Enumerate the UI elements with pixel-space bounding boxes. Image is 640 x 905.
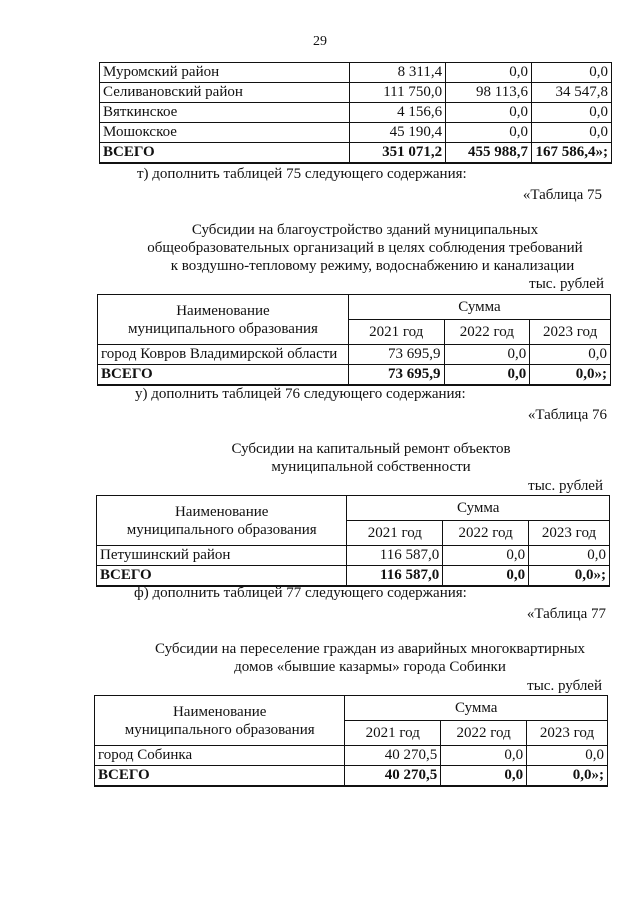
row-name: Мошокское (100, 123, 350, 143)
row-value: 0,0 (529, 546, 610, 566)
table-row (100, 63, 612, 83)
row-value: 0,0 (443, 546, 529, 566)
row-value: 0,0 (444, 345, 530, 365)
table-title-line: к воздушно-тепловому режиму, водоснабжению и канализации (170, 258, 575, 274)
table-row (98, 345, 611, 365)
row-value: 0,0 (446, 63, 532, 83)
header-year: 2021 год (347, 521, 443, 546)
continuation-table (99, 62, 612, 164)
instruction-text: т) дополнить таблицей 75 следующего содержания: (137, 166, 467, 182)
total-label: ВСЕГО (95, 766, 345, 787)
header-year: 2022 год (441, 721, 527, 746)
table-75 (97, 294, 611, 386)
total-row (95, 766, 608, 787)
table-row (97, 546, 610, 566)
total-value: 0,0»; (529, 566, 610, 587)
total-value: 455 988,7 (446, 143, 532, 164)
row-value: 98 113,6 (446, 83, 532, 103)
units-label: тыс. рублей (527, 678, 602, 694)
total-value: 0,0 (441, 766, 527, 787)
header-name-cell (97, 496, 347, 546)
total-value: 0,0 (443, 566, 529, 587)
header-sum: Сумма (348, 295, 610, 320)
header-year: 2023 год (530, 320, 611, 345)
header-name-cell (95, 696, 345, 746)
table-row (100, 103, 612, 123)
header-row (98, 295, 611, 320)
row-value: 4 156,6 (350, 103, 446, 123)
table-title-line: Субсидии на капитальный ремонт объектов (231, 441, 511, 457)
total-label: ВСЕГО (100, 143, 350, 164)
table-title-line: Субсидии на благоустройство зданий муниципальных (191, 222, 539, 238)
row-value: 0,0 (441, 746, 527, 766)
table-label: «Таблица 75 (522, 187, 602, 203)
header-year: 2022 год (443, 521, 529, 546)
row-value: 73 695,9 (348, 345, 444, 365)
header-year: 2022 год (444, 320, 530, 345)
table-label: «Таблица 77 (526, 606, 606, 622)
row-value: 40 270,5 (345, 746, 441, 766)
header-name-line: Наименование (174, 503, 269, 520)
row-value: 0,0 (527, 746, 608, 766)
total-row (98, 365, 611, 386)
table-row (100, 83, 612, 103)
header-year: 2023 год (527, 721, 608, 746)
table-title-line: домов «бывшие казармы» города Собинки (234, 659, 506, 675)
table-row (100, 123, 612, 143)
row-value: 0,0 (446, 123, 532, 143)
row-value: 116 587,0 (347, 546, 443, 566)
instruction-text: ф) дополнить таблицей 77 следующего содержания: (134, 585, 467, 601)
header-name-line: муниципального образования (126, 521, 317, 538)
row-value: 0,0 (446, 103, 532, 123)
header-year: 2023 год (529, 521, 610, 546)
table-label: «Таблица 76 (527, 407, 607, 423)
row-name: Муромский район (100, 63, 350, 83)
total-value: 351 071,2 (350, 143, 446, 164)
total-value: 40 270,5 (345, 766, 441, 787)
row-name: Вяткинское (100, 103, 350, 123)
table-title-line: муниципальной собственности (271, 459, 471, 475)
row-name: Петушинский район (97, 546, 347, 566)
row-name: город Ковров Владимирской области (98, 345, 349, 365)
total-value: 0,0 (444, 365, 530, 386)
row-name: город Собинка (95, 746, 345, 766)
header-name-cell (98, 295, 349, 345)
header-sum: Сумма (347, 496, 610, 521)
row-value: 8 311,4 (350, 63, 446, 83)
total-row (100, 143, 612, 164)
header-name-line: Наименование (172, 703, 267, 720)
header-row (97, 496, 610, 521)
header-name-line: муниципального образования (127, 320, 318, 337)
row-value: 45 190,4 (350, 123, 446, 143)
total-value: 116 587,0 (347, 566, 443, 587)
table-title-line: Субсидии на переселение граждан из аварийных многоквартирных (154, 641, 586, 657)
row-value: 0,0 (530, 345, 611, 365)
row-value: 111 750,0 (350, 83, 446, 103)
header-name-line: Наименование (176, 302, 270, 319)
row-value: 34 547,8 (531, 83, 611, 103)
total-value: 0,0»; (530, 365, 611, 386)
header-sum: Сумма (345, 696, 608, 721)
total-row (97, 566, 610, 587)
header-year: 2021 год (345, 721, 441, 746)
table-77 (94, 695, 608, 787)
page-number: 29 (313, 34, 327, 49)
total-label: ВСЕГО (98, 365, 349, 386)
row-value: 0,0 (531, 103, 611, 123)
units-label: тыс. рублей (529, 276, 604, 292)
table-title-line: общеобразовательных организаций в целях соблюдения требований (147, 240, 583, 256)
total-value: 0,0»; (527, 766, 608, 787)
row-value: 0,0 (531, 63, 611, 83)
header-year: 2021 год (348, 320, 444, 345)
instruction-text: у) дополнить таблицей 76 следующего содержания: (135, 386, 466, 402)
header-row (95, 696, 608, 721)
row-name: Селивановский район (100, 83, 350, 103)
table-row (95, 746, 608, 766)
total-value: 167 586,4»; (531, 143, 611, 164)
units-label: тыс. рублей (528, 478, 603, 494)
table-76 (96, 495, 610, 587)
header-name-line: муниципального образования (124, 721, 315, 738)
total-value: 73 695,9 (348, 365, 444, 386)
total-label: ВСЕГО (97, 566, 347, 587)
row-value: 0,0 (531, 123, 611, 143)
